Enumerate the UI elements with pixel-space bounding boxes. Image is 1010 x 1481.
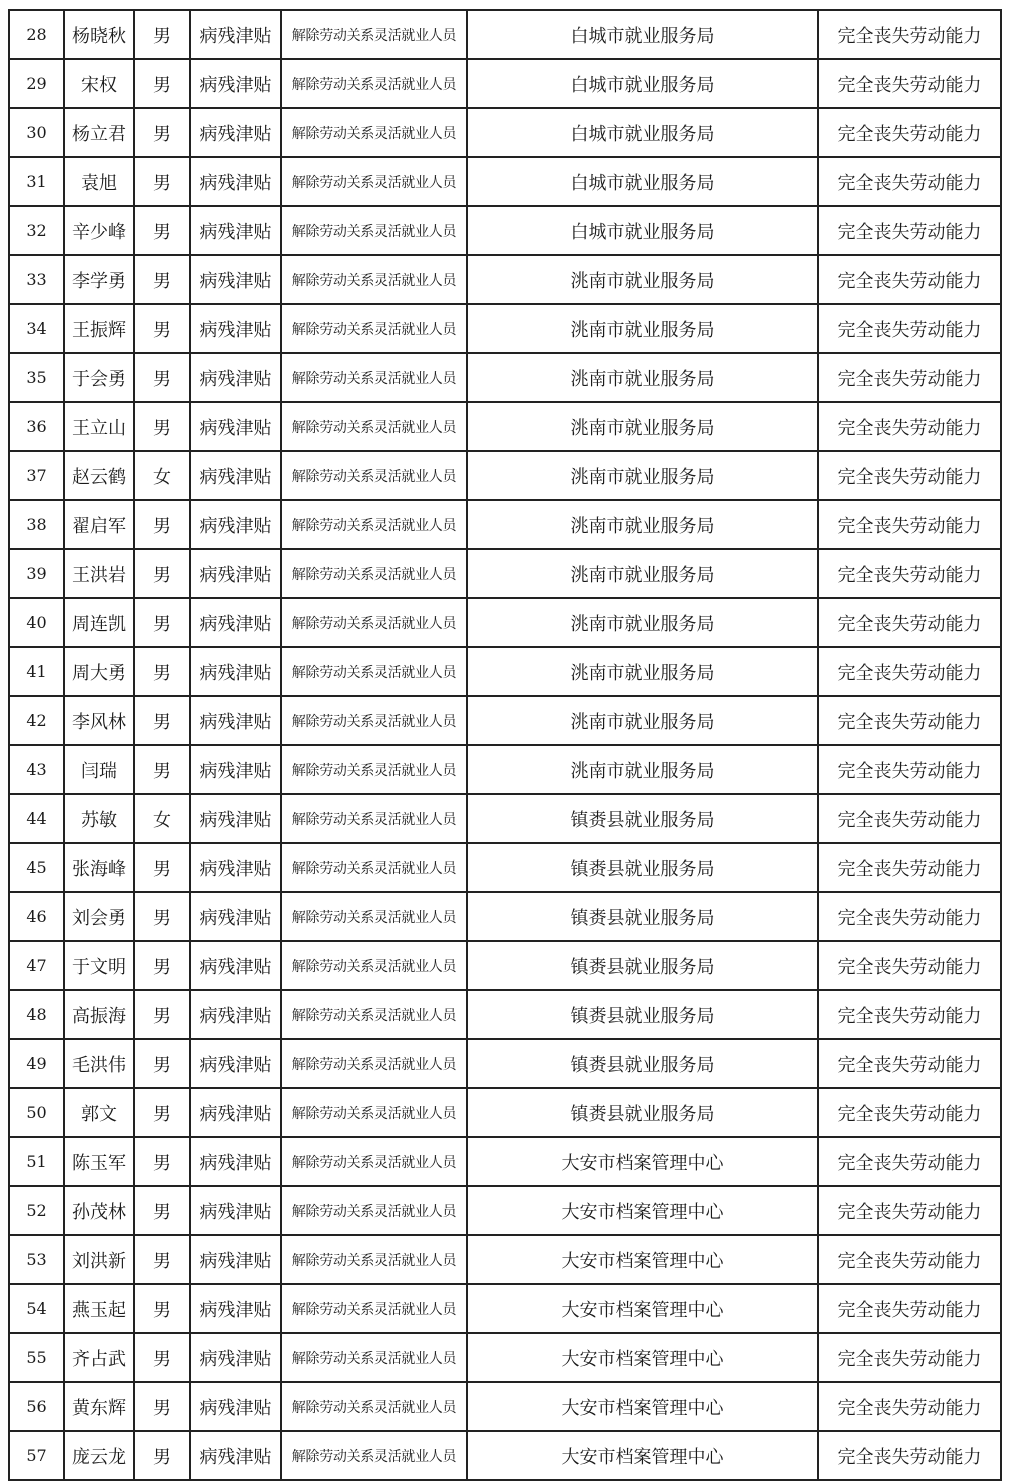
cell-personnel-category: 解除劳动关系灵活就业人员 xyxy=(281,941,467,990)
cell-number: 46 xyxy=(9,892,64,941)
cell-number: 43 xyxy=(9,745,64,794)
cell-personnel-category: 解除劳动关系灵活就业人员 xyxy=(281,451,467,500)
cell-subsidy-type: 病残津贴 xyxy=(190,1333,281,1382)
cell-agency: 镇赉县就业服务局 xyxy=(467,1088,818,1137)
cell-ability-status: 完全丧失劳动能力 xyxy=(818,696,1001,745)
cell-ability-status: 完全丧失劳动能力 xyxy=(818,1039,1001,1088)
table-row xyxy=(9,941,1001,990)
cell-personnel-category: 解除劳动关系灵活就业人员 xyxy=(281,843,467,892)
cell-name: 张海峰 xyxy=(64,843,134,892)
cell-agency: 白城市就业服务局 xyxy=(467,108,818,157)
cell-name: 杨晓秋 xyxy=(64,10,134,59)
cell-ability-status: 完全丧失劳动能力 xyxy=(818,500,1001,549)
cell-agency: 洮南市就业服务局 xyxy=(467,353,818,402)
cell-personnel-category: 解除劳动关系灵活就业人员 xyxy=(281,892,467,941)
cell-name: 王洪岩 xyxy=(64,549,134,598)
cell-name: 辛少峰 xyxy=(64,206,134,255)
cell-personnel-category: 解除劳动关系灵活就业人员 xyxy=(281,549,467,598)
cell-agency: 白城市就业服务局 xyxy=(467,206,818,255)
cell-personnel-category: 解除劳动关系灵活就业人员 xyxy=(281,1137,467,1186)
cell-subsidy-type: 病残津贴 xyxy=(190,1382,281,1431)
cell-gender: 女 xyxy=(134,794,190,843)
table-row xyxy=(9,1382,1001,1431)
cell-number: 44 xyxy=(9,794,64,843)
cell-name: 王振辉 xyxy=(64,304,134,353)
cell-personnel-category: 解除劳动关系灵活就业人员 xyxy=(281,108,467,157)
table-row xyxy=(9,1333,1001,1382)
cell-agency: 大安市档案管理中心 xyxy=(467,1431,818,1480)
cell-agency: 洮南市就业服务局 xyxy=(467,304,818,353)
cell-ability-status: 完全丧失劳动能力 xyxy=(818,1284,1001,1333)
cell-number: 33 xyxy=(9,255,64,304)
table-row xyxy=(9,1039,1001,1088)
cell-agency: 白城市就业服务局 xyxy=(467,10,818,59)
table-row xyxy=(9,255,1001,304)
cell-personnel-category: 解除劳动关系灵活就业人员 xyxy=(281,402,467,451)
table-row xyxy=(9,206,1001,255)
cell-personnel-category: 解除劳动关系灵活就业人员 xyxy=(281,1039,467,1088)
cell-gender: 男 xyxy=(134,353,190,402)
table-row xyxy=(9,1431,1001,1480)
cell-number: 29 xyxy=(9,59,64,108)
cell-name: 黄东辉 xyxy=(64,1382,134,1431)
cell-name: 周大勇 xyxy=(64,647,134,696)
cell-personnel-category: 解除劳动关系灵活就业人员 xyxy=(281,255,467,304)
cell-agency: 镇赉县就业服务局 xyxy=(467,941,818,990)
cell-number: 55 xyxy=(9,1333,64,1382)
cell-gender: 男 xyxy=(134,843,190,892)
cell-name: 于会勇 xyxy=(64,353,134,402)
cell-agency: 大安市档案管理中心 xyxy=(467,1333,818,1382)
table-row xyxy=(9,598,1001,647)
cell-subsidy-type: 病残津贴 xyxy=(190,696,281,745)
cell-ability-status: 完全丧失劳动能力 xyxy=(818,990,1001,1039)
cell-subsidy-type: 病残津贴 xyxy=(190,451,281,500)
cell-personnel-category: 解除劳动关系灵活就业人员 xyxy=(281,353,467,402)
table-row xyxy=(9,696,1001,745)
cell-number: 48 xyxy=(9,990,64,1039)
cell-gender: 男 xyxy=(134,402,190,451)
table-row xyxy=(9,843,1001,892)
cell-agency: 洮南市就业服务局 xyxy=(467,745,818,794)
cell-subsidy-type: 病残津贴 xyxy=(190,500,281,549)
cell-gender: 男 xyxy=(134,1088,190,1137)
cell-ability-status: 完全丧失劳动能力 xyxy=(818,1382,1001,1431)
cell-gender: 男 xyxy=(134,59,190,108)
cell-gender: 男 xyxy=(134,1235,190,1284)
table-row xyxy=(9,1186,1001,1235)
cell-number: 39 xyxy=(9,549,64,598)
table-row xyxy=(9,402,1001,451)
table-row xyxy=(9,108,1001,157)
cell-personnel-category: 解除劳动关系灵活就业人员 xyxy=(281,598,467,647)
cell-agency: 洮南市就业服务局 xyxy=(467,696,818,745)
cell-gender: 男 xyxy=(134,1039,190,1088)
cell-name: 毛洪伟 xyxy=(64,1039,134,1088)
cell-agency: 镇赉县就业服务局 xyxy=(467,1039,818,1088)
table-row xyxy=(9,1137,1001,1186)
cell-name: 郭文 xyxy=(64,1088,134,1137)
cell-subsidy-type: 病残津贴 xyxy=(190,353,281,402)
cell-number: 31 xyxy=(9,157,64,206)
table-row xyxy=(9,1284,1001,1333)
cell-gender: 男 xyxy=(134,206,190,255)
cell-ability-status: 完全丧失劳动能力 xyxy=(818,1088,1001,1137)
cell-subsidy-type: 病残津贴 xyxy=(190,255,281,304)
cell-agency: 镇赉县就业服务局 xyxy=(467,990,818,1039)
cell-ability-status: 完全丧失劳动能力 xyxy=(818,353,1001,402)
cell-name: 苏敏 xyxy=(64,794,134,843)
cell-subsidy-type: 病残津贴 xyxy=(190,1431,281,1480)
cell-subsidy-type: 病残津贴 xyxy=(190,1088,281,1137)
cell-ability-status: 完全丧失劳动能力 xyxy=(818,304,1001,353)
cell-agency: 大安市档案管理中心 xyxy=(467,1137,818,1186)
cell-personnel-category: 解除劳动关系灵活就业人员 xyxy=(281,1431,467,1480)
cell-personnel-category: 解除劳动关系灵活就业人员 xyxy=(281,500,467,549)
cell-name: 于文明 xyxy=(64,941,134,990)
cell-agency: 洮南市就业服务局 xyxy=(467,598,818,647)
cell-ability-status: 完全丧失劳动能力 xyxy=(818,402,1001,451)
cell-subsidy-type: 病残津贴 xyxy=(190,1284,281,1333)
cell-gender: 男 xyxy=(134,10,190,59)
cell-ability-status: 完全丧失劳动能力 xyxy=(818,108,1001,157)
cell-personnel-category: 解除劳动关系灵活就业人员 xyxy=(281,304,467,353)
cell-subsidy-type: 病残津贴 xyxy=(190,304,281,353)
cell-gender: 男 xyxy=(134,1431,190,1480)
cell-number: 49 xyxy=(9,1039,64,1088)
cell-name: 杨立君 xyxy=(64,108,134,157)
cell-gender: 男 xyxy=(134,941,190,990)
cell-gender: 男 xyxy=(134,1186,190,1235)
table-body xyxy=(9,10,1001,1480)
table-row xyxy=(9,500,1001,549)
cell-subsidy-type: 病残津贴 xyxy=(190,1137,281,1186)
cell-number: 50 xyxy=(9,1088,64,1137)
cell-number: 57 xyxy=(9,1431,64,1480)
cell-gender: 男 xyxy=(134,745,190,794)
cell-agency: 大安市档案管理中心 xyxy=(467,1186,818,1235)
cell-agency: 镇赉县就业服务局 xyxy=(467,794,818,843)
cell-gender: 男 xyxy=(134,108,190,157)
cell-ability-status: 完全丧失劳动能力 xyxy=(818,598,1001,647)
cell-agency: 白城市就业服务局 xyxy=(467,59,818,108)
cell-agency: 白城市就业服务局 xyxy=(467,157,818,206)
cell-name: 刘会勇 xyxy=(64,892,134,941)
cell-gender: 女 xyxy=(134,451,190,500)
cell-personnel-category: 解除劳动关系灵活就业人员 xyxy=(281,1186,467,1235)
cell-number: 36 xyxy=(9,402,64,451)
table-row xyxy=(9,794,1001,843)
cell-gender: 男 xyxy=(134,500,190,549)
cell-gender: 男 xyxy=(134,304,190,353)
cell-gender: 男 xyxy=(134,1284,190,1333)
cell-number: 53 xyxy=(9,1235,64,1284)
cell-subsidy-type: 病残津贴 xyxy=(190,1186,281,1235)
cell-personnel-category: 解除劳动关系灵活就业人员 xyxy=(281,794,467,843)
cell-name: 陈玉军 xyxy=(64,1137,134,1186)
cell-number: 34 xyxy=(9,304,64,353)
cell-subsidy-type: 病残津贴 xyxy=(190,206,281,255)
cell-number: 28 xyxy=(9,10,64,59)
cell-subsidy-type: 病残津贴 xyxy=(190,1039,281,1088)
cell-personnel-category: 解除劳动关系灵活就业人员 xyxy=(281,1333,467,1382)
cell-number: 32 xyxy=(9,206,64,255)
cell-name: 刘洪新 xyxy=(64,1235,134,1284)
cell-gender: 男 xyxy=(134,1137,190,1186)
cell-personnel-category: 解除劳动关系灵活就业人员 xyxy=(281,157,467,206)
cell-agency: 洮南市就业服务局 xyxy=(467,549,818,598)
cell-number: 47 xyxy=(9,941,64,990)
cell-ability-status: 完全丧失劳动能力 xyxy=(818,647,1001,696)
cell-personnel-category: 解除劳动关系灵活就业人员 xyxy=(281,990,467,1039)
cell-agency: 大安市档案管理中心 xyxy=(467,1382,818,1431)
cell-number: 40 xyxy=(9,598,64,647)
table-row xyxy=(9,1235,1001,1284)
cell-gender: 男 xyxy=(134,892,190,941)
cell-name: 李风林 xyxy=(64,696,134,745)
cell-ability-status: 完全丧失劳动能力 xyxy=(818,745,1001,794)
cell-name: 周连凯 xyxy=(64,598,134,647)
table-row xyxy=(9,892,1001,941)
cell-gender: 男 xyxy=(134,255,190,304)
cell-ability-status: 完全丧失劳动能力 xyxy=(818,941,1001,990)
cell-personnel-category: 解除劳动关系灵活就业人员 xyxy=(281,206,467,255)
cell-subsidy-type: 病残津贴 xyxy=(190,941,281,990)
cell-subsidy-type: 病残津贴 xyxy=(190,402,281,451)
cell-name: 齐占武 xyxy=(64,1333,134,1382)
cell-name: 李学勇 xyxy=(64,255,134,304)
cell-number: 42 xyxy=(9,696,64,745)
cell-gender: 男 xyxy=(134,1333,190,1382)
table-row xyxy=(9,745,1001,794)
cell-ability-status: 完全丧失劳动能力 xyxy=(818,794,1001,843)
cell-subsidy-type: 病残津贴 xyxy=(190,10,281,59)
cell-name: 赵云鹤 xyxy=(64,451,134,500)
cell-ability-status: 完全丧失劳动能力 xyxy=(818,1137,1001,1186)
cell-gender: 男 xyxy=(134,696,190,745)
cell-agency: 洮南市就业服务局 xyxy=(467,402,818,451)
cell-agency: 洮南市就业服务局 xyxy=(467,451,818,500)
cell-ability-status: 完全丧失劳动能力 xyxy=(818,1235,1001,1284)
cell-personnel-category: 解除劳动关系灵活就业人员 xyxy=(281,1382,467,1431)
cell-name: 翟启军 xyxy=(64,500,134,549)
subsidy-roster-table xyxy=(8,9,1002,1481)
cell-personnel-category: 解除劳动关系灵活就业人员 xyxy=(281,1088,467,1137)
cell-subsidy-type: 病残津贴 xyxy=(190,794,281,843)
cell-number: 30 xyxy=(9,108,64,157)
cell-subsidy-type: 病残津贴 xyxy=(190,843,281,892)
table-row xyxy=(9,549,1001,598)
cell-subsidy-type: 病残津贴 xyxy=(190,1235,281,1284)
cell-agency: 镇赉县就业服务局 xyxy=(467,843,818,892)
cell-ability-status: 完全丧失劳动能力 xyxy=(818,549,1001,598)
cell-subsidy-type: 病残津贴 xyxy=(190,647,281,696)
cell-number: 52 xyxy=(9,1186,64,1235)
cell-subsidy-type: 病残津贴 xyxy=(190,892,281,941)
cell-ability-status: 完全丧失劳动能力 xyxy=(818,1186,1001,1235)
table-row xyxy=(9,990,1001,1039)
cell-gender: 男 xyxy=(134,1382,190,1431)
table-row xyxy=(9,1088,1001,1137)
cell-ability-status: 完全丧失劳动能力 xyxy=(818,892,1001,941)
table-row xyxy=(9,647,1001,696)
cell-gender: 男 xyxy=(134,157,190,206)
cell-personnel-category: 解除劳动关系灵活就业人员 xyxy=(281,10,467,59)
cell-name: 王立山 xyxy=(64,402,134,451)
cell-ability-status: 完全丧失劳动能力 xyxy=(818,10,1001,59)
table-row xyxy=(9,304,1001,353)
cell-number: 51 xyxy=(9,1137,64,1186)
cell-name: 宋权 xyxy=(64,59,134,108)
table-row xyxy=(9,157,1001,206)
cell-number: 56 xyxy=(9,1382,64,1431)
cell-personnel-category: 解除劳动关系灵活就业人员 xyxy=(281,1235,467,1284)
table-row xyxy=(9,10,1001,59)
cell-subsidy-type: 病残津贴 xyxy=(190,990,281,1039)
cell-subsidy-type: 病残津贴 xyxy=(190,598,281,647)
cell-agency: 大安市档案管理中心 xyxy=(467,1235,818,1284)
cell-subsidy-type: 病残津贴 xyxy=(190,157,281,206)
cell-number: 37 xyxy=(9,451,64,500)
cell-agency: 洮南市就业服务局 xyxy=(467,647,818,696)
cell-personnel-category: 解除劳动关系灵活就业人员 xyxy=(281,696,467,745)
cell-name: 闫瑞 xyxy=(64,745,134,794)
cell-ability-status: 完全丧失劳动能力 xyxy=(818,843,1001,892)
cell-ability-status: 完全丧失劳动能力 xyxy=(818,255,1001,304)
cell-subsidy-type: 病残津贴 xyxy=(190,108,281,157)
table-row xyxy=(9,353,1001,402)
cell-personnel-category: 解除劳动关系灵活就业人员 xyxy=(281,647,467,696)
cell-ability-status: 完全丧失劳动能力 xyxy=(818,59,1001,108)
cell-name: 庞云龙 xyxy=(64,1431,134,1480)
table-row xyxy=(9,59,1001,108)
cell-personnel-category: 解除劳动关系灵活就业人员 xyxy=(281,1284,467,1333)
cell-number: 54 xyxy=(9,1284,64,1333)
cell-gender: 男 xyxy=(134,549,190,598)
cell-name: 燕玉起 xyxy=(64,1284,134,1333)
cell-ability-status: 完全丧失劳动能力 xyxy=(818,451,1001,500)
cell-agency: 大安市档案管理中心 xyxy=(467,1284,818,1333)
cell-agency: 镇赉县就业服务局 xyxy=(467,892,818,941)
cell-number: 35 xyxy=(9,353,64,402)
cell-personnel-category: 解除劳动关系灵活就业人员 xyxy=(281,745,467,794)
cell-ability-status: 完全丧失劳动能力 xyxy=(818,1431,1001,1480)
cell-number: 45 xyxy=(9,843,64,892)
cell-number: 41 xyxy=(9,647,64,696)
cell-subsidy-type: 病残津贴 xyxy=(190,59,281,108)
cell-ability-status: 完全丧失劳动能力 xyxy=(818,157,1001,206)
cell-subsidy-type: 病残津贴 xyxy=(190,745,281,794)
cell-subsidy-type: 病残津贴 xyxy=(190,549,281,598)
cell-personnel-category: 解除劳动关系灵活就业人员 xyxy=(281,59,467,108)
cell-name: 高振海 xyxy=(64,990,134,1039)
cell-ability-status: 完全丧失劳动能力 xyxy=(818,206,1001,255)
cell-gender: 男 xyxy=(134,598,190,647)
cell-gender: 男 xyxy=(134,990,190,1039)
cell-name: 袁旭 xyxy=(64,157,134,206)
cell-number: 38 xyxy=(9,500,64,549)
cell-ability-status: 完全丧失劳动能力 xyxy=(818,1333,1001,1382)
cell-name: 孙茂林 xyxy=(64,1186,134,1235)
table-row xyxy=(9,451,1001,500)
cell-agency: 洮南市就业服务局 xyxy=(467,500,818,549)
cell-agency: 洮南市就业服务局 xyxy=(467,255,818,304)
cell-gender: 男 xyxy=(134,647,190,696)
